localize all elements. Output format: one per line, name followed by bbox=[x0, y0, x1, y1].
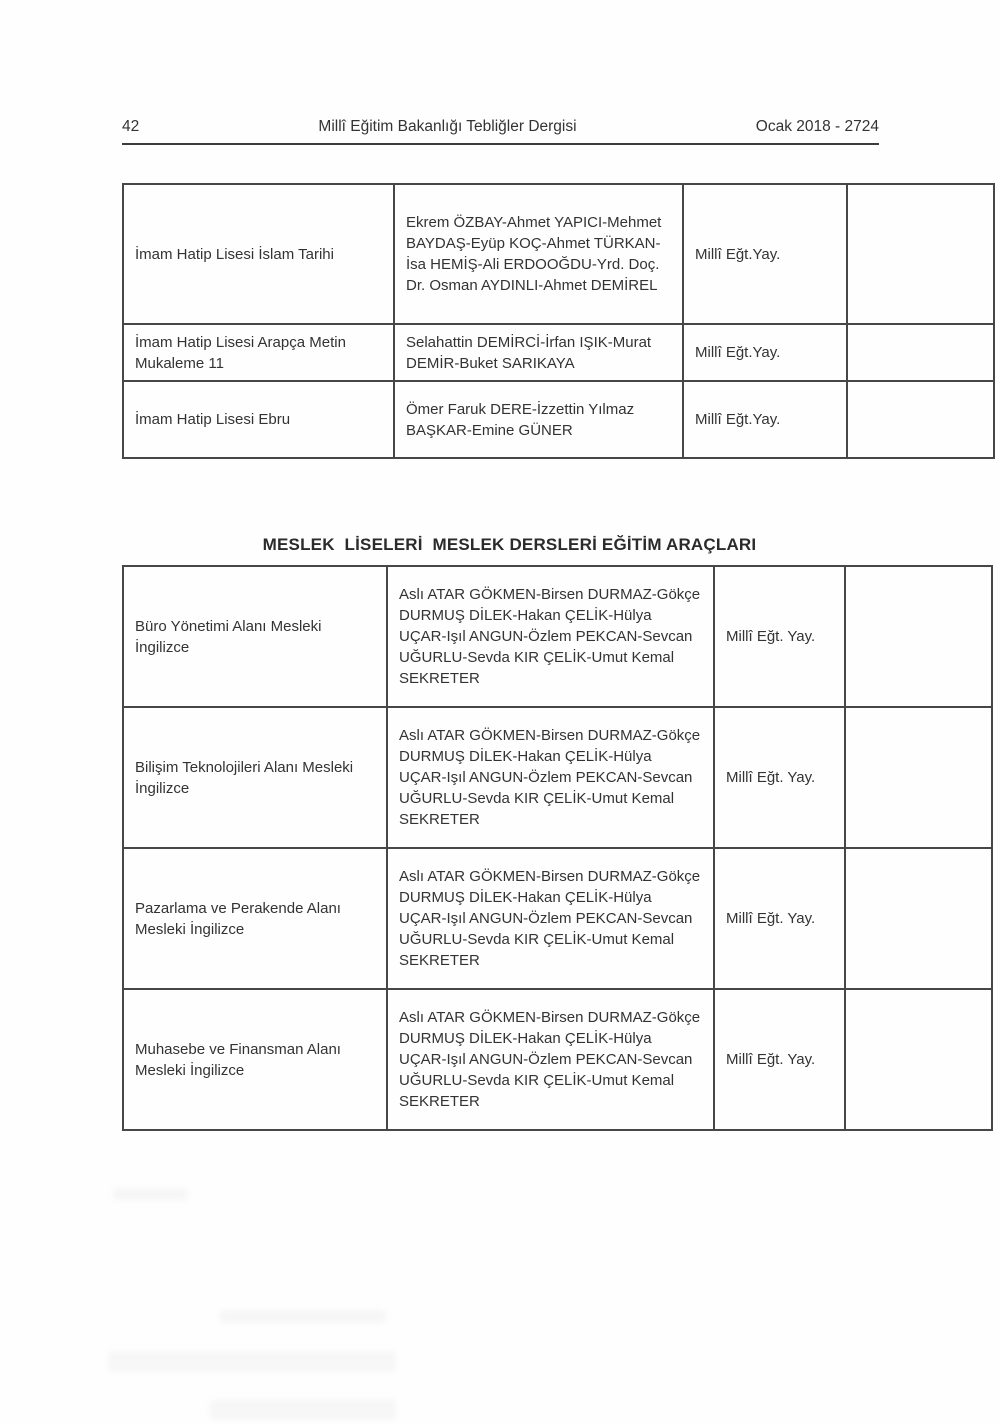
authors-cell: Aslı ATAR GÖKMEN-Birsen DURMAZ-Gökçe DURMUŞ DİLEK-Hakan ÇELİK-Hülya UÇAR-Işıl ANGUN-Özlem PEKCAN-Sevcan UĞURLU-Sevda KIR ÇELİK-Umut Kemal SEKRETER bbox=[387, 848, 714, 989]
table-row bbox=[123, 989, 992, 1130]
publisher-cell: Millî Eğt. Yay. bbox=[714, 848, 845, 989]
course-cell: Muhasebe ve Finansman Alanı Mesleki İngilizce bbox=[123, 989, 387, 1130]
table-row bbox=[123, 848, 992, 989]
table-row bbox=[123, 566, 992, 707]
notes-cell bbox=[845, 707, 992, 848]
imam-hatip-materials-table bbox=[122, 183, 995, 459]
publisher-cell: Millî Eğt. Yay. bbox=[714, 989, 845, 1130]
course-cell: İmam Hatip Lisesi Arapça Metin Mukaleme 11 bbox=[123, 324, 394, 381]
issue-label: Ocak 2018 - 2724 bbox=[755, 118, 879, 135]
table-row bbox=[123, 707, 992, 848]
authors-cell: Ömer Faruk DERE-İzzettin Yılmaz BAŞKAR-Emine GÜNER bbox=[394, 381, 683, 458]
course-cell: Büro Yönetimi Alanı Mesleki İngilizce bbox=[123, 566, 387, 707]
course-cell: İmam Hatip Lisesi İslam Tarihi bbox=[123, 184, 394, 324]
table-row bbox=[123, 324, 994, 381]
meslek-liseleri-materials-table bbox=[122, 565, 993, 1131]
course-cell: Pazarlama ve Perakende Alanı Mesleki İngilizce bbox=[123, 848, 387, 989]
page-header bbox=[122, 118, 879, 136]
bleed-through-artifact bbox=[108, 1352, 396, 1372]
notes-cell bbox=[847, 184, 994, 324]
bleed-through-artifact bbox=[113, 1188, 188, 1200]
publisher-cell: Millî Eğt.Yay. bbox=[683, 324, 847, 381]
authors-cell: Aslı ATAR GÖKMEN-Birsen DURMAZ-Gökçe DURMUŞ DİLEK-Hakan ÇELİK-Hülya UÇAR-Işıl ANGUN-Özlem PEKCAN-Sevcan UĞURLU-Sevda KIR ÇELİK-Umut Kemal SEKRETER bbox=[387, 707, 714, 848]
notes-cell bbox=[847, 381, 994, 458]
bleed-through-artifact bbox=[220, 1310, 386, 1323]
table-row bbox=[123, 381, 994, 458]
course-cell: Bilişim Teknolojileri Alanı Mesleki İngilizce bbox=[123, 707, 387, 848]
journal-title: Millî Eğitim Bakanlığı Tebliğler Dergisi bbox=[318, 118, 577, 135]
publisher-cell: Millî Eğt.Yay. bbox=[683, 381, 847, 458]
publisher-cell: Millî Eğt. Yay. bbox=[714, 707, 845, 848]
page-number: 42 bbox=[122, 118, 140, 135]
section-heading: MESLEK LİSELERİ MESLEK DERSLERİ EĞİTİM ARAÇLARI bbox=[262, 535, 757, 554]
notes-cell bbox=[845, 566, 992, 707]
notes-cell bbox=[847, 324, 994, 381]
authors-cell: Aslı ATAR GÖKMEN-Birsen DURMAZ-Gökçe DURMUŞ DİLEK-Hakan ÇELİK-Hülya UÇAR-Işıl ANGUN-Özlem PEKCAN-Sevcan UĞURLU-Sevda KIR ÇELİK-Umut Kemal SEKRETER bbox=[387, 989, 714, 1130]
notes-cell bbox=[845, 848, 992, 989]
header-rule bbox=[122, 143, 879, 145]
publisher-cell: Millî Eğt. Yay. bbox=[714, 566, 845, 707]
bleed-through-artifact bbox=[210, 1400, 396, 1420]
publisher-cell: Millî Eğt.Yay. bbox=[683, 184, 847, 324]
table-row bbox=[123, 184, 994, 324]
authors-cell: Aslı ATAR GÖKMEN-Birsen DURMAZ-Gökçe DURMUŞ DİLEK-Hakan ÇELİK-Hülya UÇAR-Işıl ANGUN-Özlem PEKCAN-Sevcan UĞURLU-Sevda KIR ÇELİK-Umut Kemal SEKRETER bbox=[387, 566, 714, 707]
authors-cell: Ekrem ÖZBAY-Ahmet YAPICI-Mehmet BAYDAŞ-Eyüp KOÇ-Ahmet TÜRKAN-İsa HEMİŞ-Ali ERDOOĞDU-Yrd. Doç. Dr. Osman AYDINLI-Ahmet DEMİREL bbox=[394, 184, 683, 324]
course-cell: İmam Hatip Lisesi Ebru bbox=[123, 381, 394, 458]
notes-cell bbox=[845, 989, 992, 1130]
authors-cell: Selahattin DEMİRCİ-İrfan IŞIK-Murat DEMİR-Buket SARIKAYA bbox=[394, 324, 683, 381]
